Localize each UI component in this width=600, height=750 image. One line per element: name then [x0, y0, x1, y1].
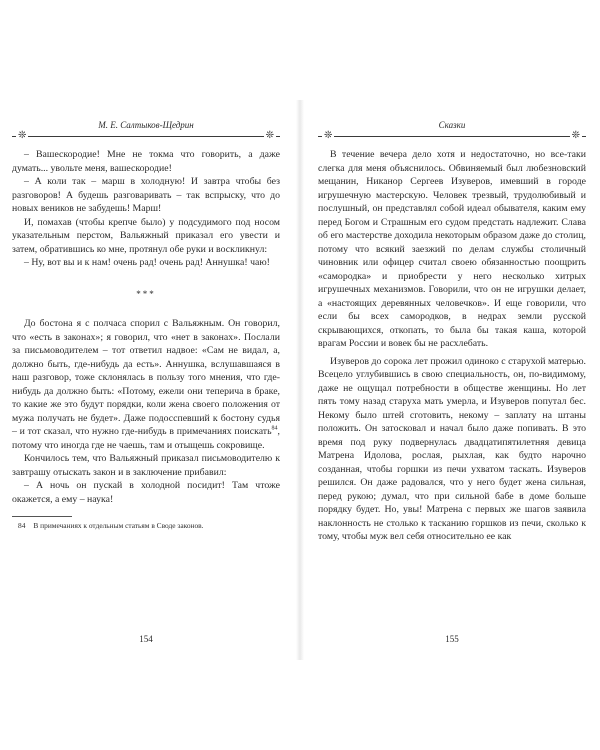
- paragraph: – А ночь он пускай в холодной посидит! Там чтоже окажется, а ему – наука!: [12, 480, 280, 505]
- right-page-text: [318, 148, 586, 544]
- running-head: Сказки: [438, 120, 466, 130]
- section-separator: ***: [136, 288, 156, 299]
- paragraph: В течение вечера дело хотя и недостаточно, но все-таки слегка для меня объяснилось. Обвиняемый был любезновский мещанин, Никанор Сергеев Изуверов, имевший в городе игрушечную мастерскую. Человек трезвый, трудолюбивый и послушный, он представлял собой идеал обывателя, каким ему перед Богом и Страшным его судом предстать надлежит. Слава об его мастерстве доходила некоторым образом даже до столиц, потому что всякий заезжий по делам службы столичный чиновник или офицер считал своею обязанностью поощрить «самородка» и приобрести у него несколько хитрых игрушечных механизмов. Говорили, что он не игрушки делает, а «настоящих деревянных человечков». И еще говорили, что если бы всех самородков, в недрах земли русской скрывающихся, откопать, то была бы такая каша, которой врагам России и вовек бы не расхлебать.: [318, 149, 586, 349]
- paragraph: Изуверов до сорока лет прожил одиноко с старухой матерью. Всецело углубившись в свою специальность, он, по-видимому, даже не ощущал потребности в обществе женщины. Но лет пять тому назад старуха мать умерла, и Изуверов попутал бес. Некому было штей сготовить, некому – заплату на штаны положить. Он затосковал и начал было даже попивать. В это время под руку подвернулась двадцатипятилетняя девица Матрена Идолова, рослая, рыхлая, как будто нарочно созданная, чтобы горшки из печи ухватом таскать. Изуверов решился. Он даже радовался, что у него будет жена сильная, перед рукою; думал, что при сильной бабе в доме больше порядку будет. Но, увы! Матрена с первых же шагов заявила наклонность не столько к тасканию горшков из печи, сколько к тому, чтобы муж вел себя относительно ее как: [318, 355, 586, 542]
- ornament-icon: ❊: [571, 130, 580, 141]
- footnote-text: В примечаниях к отдельным статьям в Своде законов.: [33, 521, 204, 530]
- footnote: [12, 521, 280, 531]
- paragraph-text: До бостона я с полчаса спорил с Вальяжным. Он говорил, что «есть в законах»; я говорил, что «нет в законах». Послали за письмоводителем – тот ответил надвое: «Сам не видал, а, должно быть, где-нибудь да есть». Аннушка, вслушавшаяся в наш разговор, тоже склонялась в пользу того мнения, что где-нибудь да должно быть: «Потому, ежели они теперича в браке, то какие же это будут порядки, коли жена своего положения от мужа получать не будет». Даже подосспевший к бостону судья – и тот сказал, что нужно где-нибудь в примечаниях поискать: [12, 318, 280, 437]
- footnote-rule: [12, 516, 72, 517]
- footnote-number: 84: [18, 521, 26, 530]
- header-rule: [12, 136, 280, 137]
- left-page-text: [12, 148, 280, 531]
- paragraph: – Ну, вот вы и к нам! очень рад! очень рад! Аннушка! чаю!: [24, 257, 270, 268]
- paragraph: Кончилось тем, что Вальяжный приказал письмоводителю к завтрашу отыскать закон и в заключение прибавил:: [12, 453, 280, 478]
- footnote-ref[interactable]: 84: [271, 425, 278, 432]
- paragraph: – Вашескородие! Мне не токма что говорить, а даже думать... увольте меня, вашескородие!: [12, 149, 280, 174]
- paragraph: – А коли так – марш в холодную! И завтра чтобы без разговоров! А будешь разговаривать – так вспрыску, что до новых веников не забудешь! Марш!: [12, 176, 280, 214]
- ornament-icon: ❊: [18, 130, 27, 141]
- ornament-icon: ❊: [265, 130, 274, 141]
- left-page-header: [12, 112, 280, 148]
- right-page: [318, 112, 586, 642]
- paragraph-text: , потому что иногда где не чаешь, там и отыщешь сокровище.: [12, 426, 280, 451]
- book-gutter: [296, 100, 304, 660]
- page-number: 155: [445, 634, 459, 644]
- page-number: 154: [139, 634, 153, 644]
- paragraph: И, помахав (чтобы крепче было) у подсудимого под носом указательным перстом, Вальяжный приказал его увести и затем, обратившись ко мне, протянул обе руки и воскликнул:: [12, 216, 280, 255]
- paragraph: [12, 317, 280, 452]
- running-head: М. Е. Салтыков-Щедрин: [98, 120, 194, 130]
- right-page-header: [318, 112, 586, 148]
- header-rule: [318, 136, 586, 137]
- ornament-icon: ❊: [324, 130, 333, 141]
- left-page: [12, 112, 280, 642]
